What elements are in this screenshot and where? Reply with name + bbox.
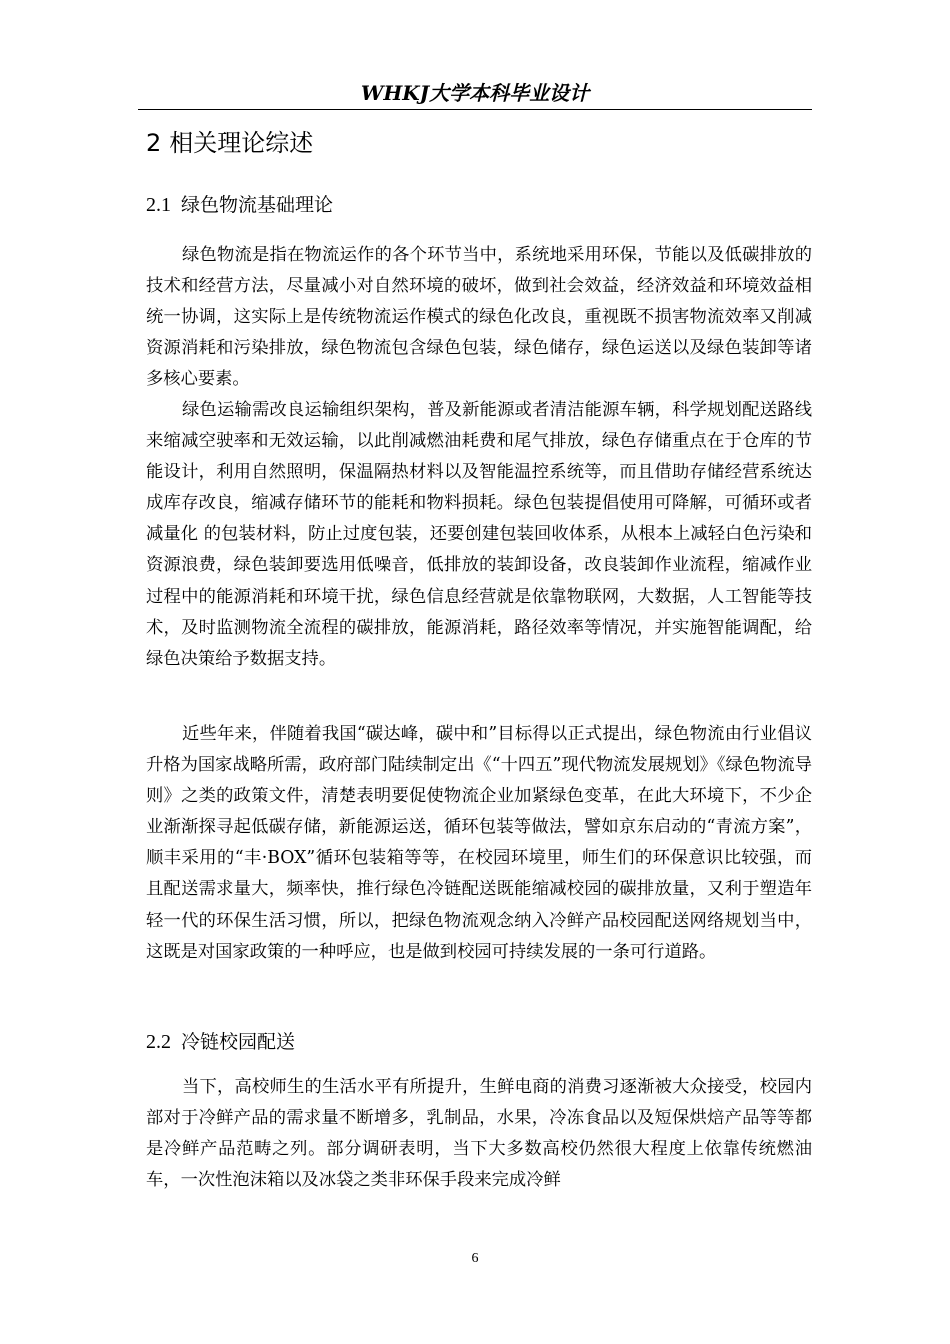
section-heading-2-1 — [146, 191, 333, 219]
section-heading-2-2 — [146, 1028, 295, 1056]
section-number: 2.2 — [146, 1031, 171, 1053]
body-paragraph: 绿色运输需改良运输组织架构，普及新能源或者清洁能源车辆，科学规划配送路线来缩减空驶率和无效运输，以此削减燃油耗费和尾气排放，绿色存储重点在于仓库的节能设计，利用自然照明，保温隔热材料以及智能温控系统等，而且借助存储经营系统达成库存改良，缩减存储环节的能耗和物料损耗。绿色包装提倡使用可降解，可循环或者减量化 的包装材料，防止过度包装，还要创建包装回收体系，从根本上减轻白色污染和资源浪费，绿色装卸要选用低噪音，低排放的装卸设备，改良装卸作业流程，缩减作业过程中的能源消耗和环境干扰，绿色信息经营就是依靠物联网，大数据，人工智能等技术，及时监测物流全流程的碳排放，能源消耗，路径效率等情况，并实施智能调配，给绿色决策给予数据支持。 — [146, 400, 812, 669]
chapter-heading — [146, 126, 313, 160]
running-header: WHKJ大学本科毕业设计 — [360, 81, 590, 105]
page-number: 6 — [471, 1251, 479, 1266]
body-paragraph: 绿色物流是指在物流运作的各个环节当中，系统地采用环保，节能以及低碳排放的技术和经营方法，尽量减小对自然环境的破坏，做到社会效益，经济效益和环境效益相统一协调，这实际上是传统物流运作模式的绿色化改良，重视既不损害物流效率又削减资源消耗和污染排放，绿色物流包含绿色包装，绿色储存，绿色运送以及绿色装卸等诸多核心要素。 — [146, 245, 812, 390]
chapter-title: 相关理论综述 — [169, 129, 314, 157]
body-paragraph: 近些年来，伴随着我国“碳达峰，碳中和”目标得以正式提出，绿色物流由行业倡议升格为国家战略所需，政府部门陆续制定出《“十四五”现代物流发展规划》《绿色物流导则》之类的政策文件，清楚表明要促使物流企业加紧绿色变革，在此大环境下，不少企业渐渐探寻起低碳存储，新能源运送，循环包装等做法，譬如京东启动的“青流方案”，顺丰采用的“丰·BOX”循环包装箱等等，在校园环境里，师生们的环保意识比较强，而且配送需求量大，频率快，推行绿色冷链配送既能缩减校园的碳排放量，又利于塑造年轻一代的环保生活习惯，所以，把绿色物流观念纳入冷鲜产品校园配送网络规划当中，这既是对国家政策的一种呼应，也是做到校园可持续发展的一条可行道路。 — [146, 724, 812, 962]
section-title: 冷链校园配送 — [181, 1031, 296, 1053]
chapter-number: 2 — [146, 129, 162, 157]
section-title: 绿色物流基础理论 — [181, 194, 334, 216]
section-number: 2.1 — [146, 194, 171, 216]
header-rule — [138, 109, 812, 110]
body-paragraph: 当下，高校师生的生活水平有所提升，生鲜电商的消费习逐渐被大众接受，校园内部对于冷鲜产品的需求量不断增多，乳制品，水果，冷冻食品以及短保烘焙产品等等都是冷鲜产品范畴之列。部分调研表明，当下大多数高校仍然很大程度上依靠传统燃油车，一次性泡沫箱以及冰袋之类非环保手段来完成冷鲜 — [146, 1077, 812, 1191]
